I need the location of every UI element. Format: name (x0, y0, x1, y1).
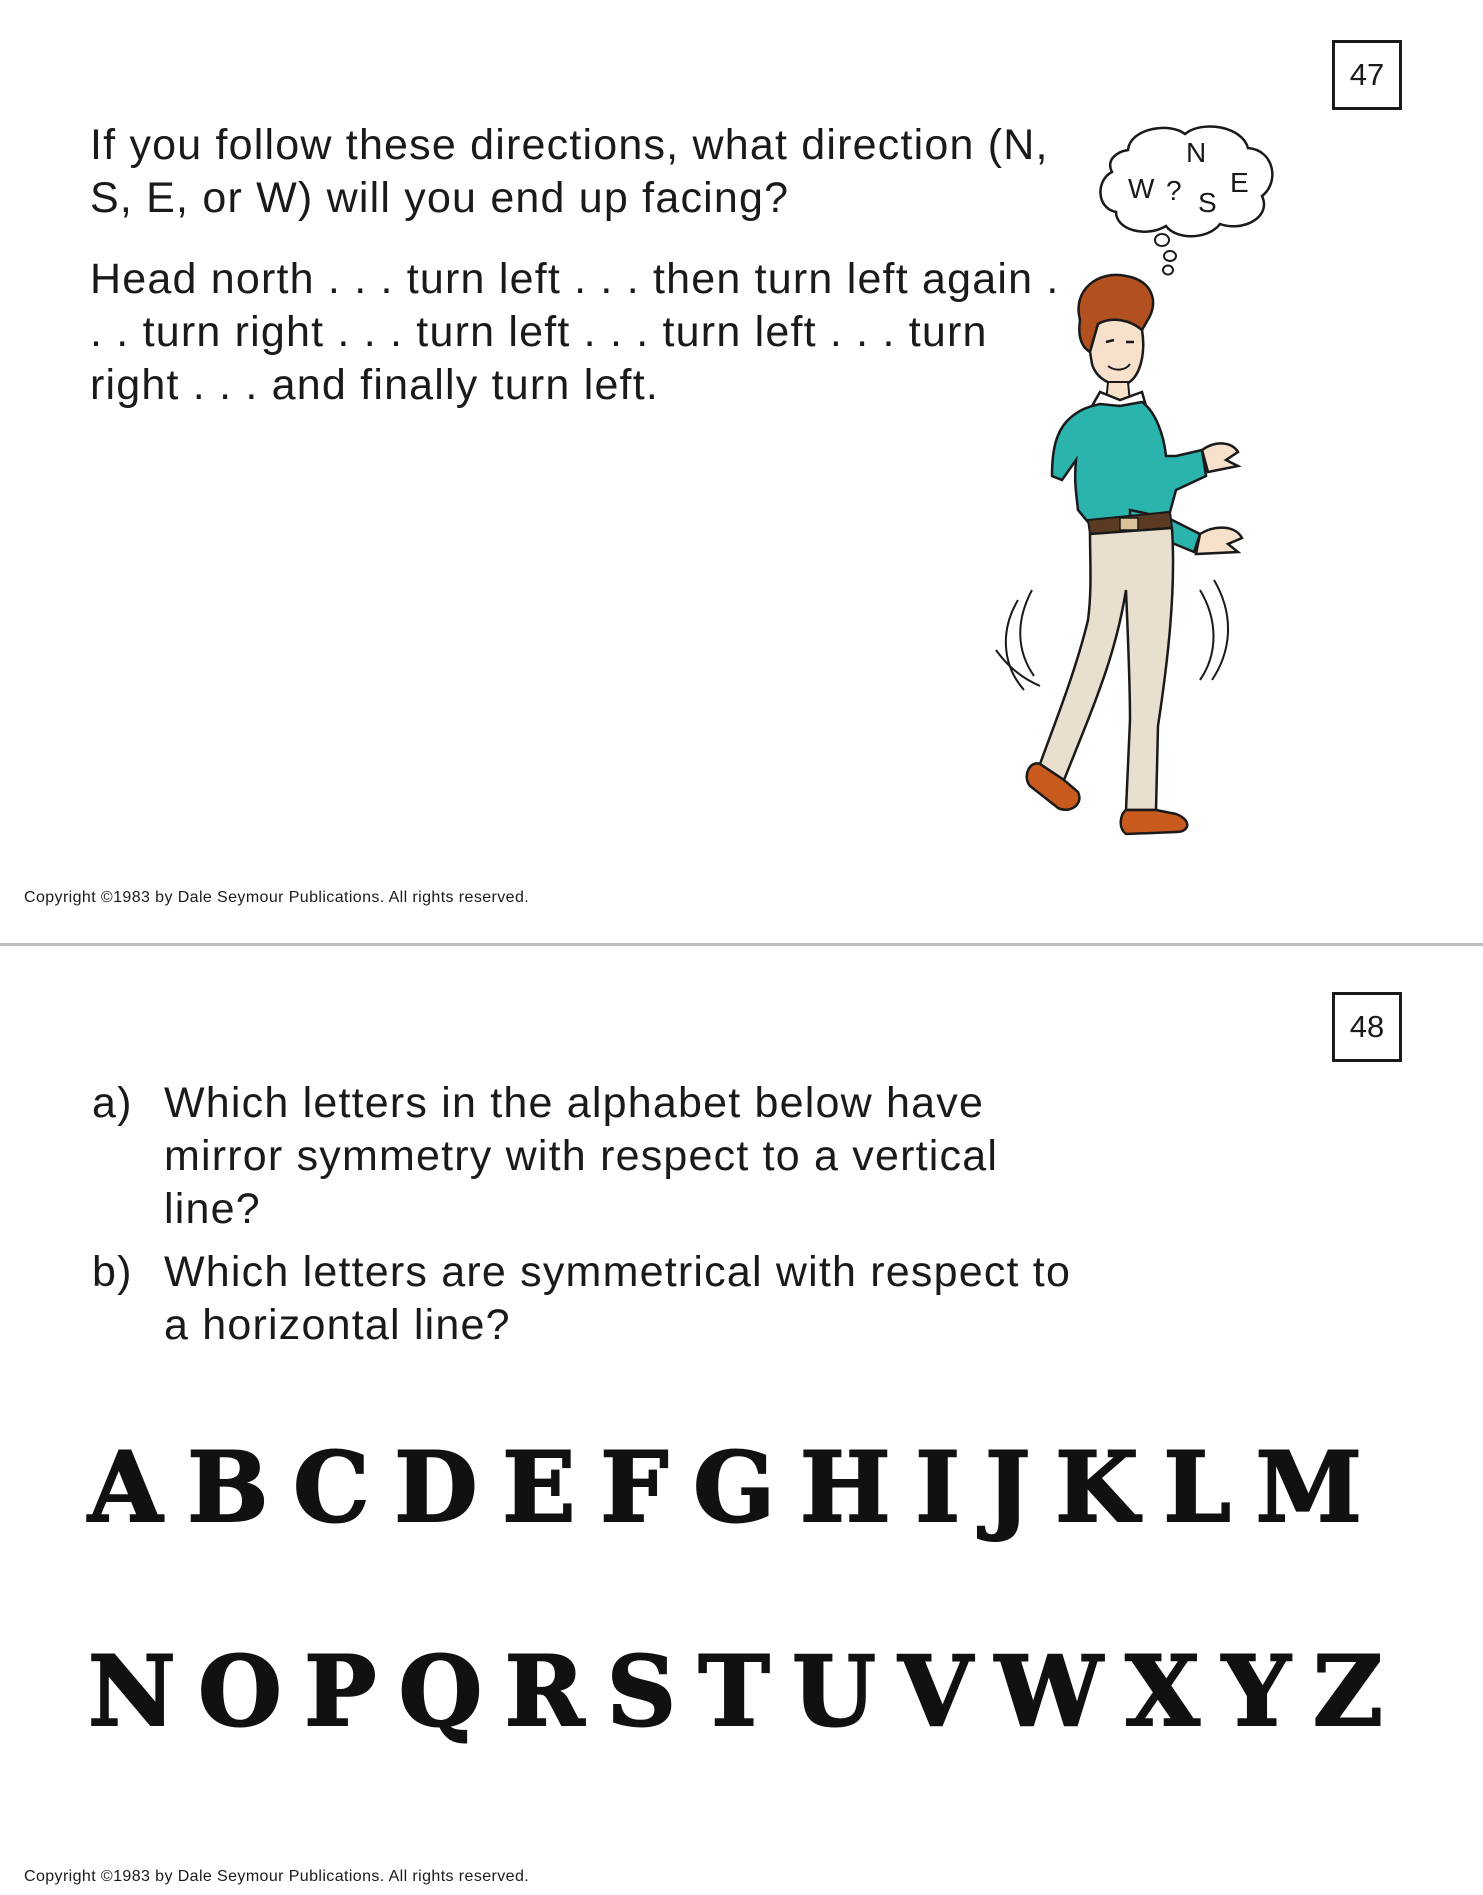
letter: K (1055, 1430, 1139, 1544)
letter: J (984, 1430, 1031, 1544)
letter: U (792, 1634, 876, 1748)
question-text: Which letters in the alphabet below have mirror symmetry with respect to a vertical line? (164, 1079, 999, 1233)
letter: R (504, 1634, 585, 1748)
alphabet-row-a-m (88, 1432, 1362, 1542)
bubble-letter-w: W (1128, 173, 1155, 204)
letter: P (304, 1634, 377, 1748)
letter: H (799, 1430, 891, 1544)
letter: Y (1222, 1634, 1291, 1748)
letter: F (600, 1430, 669, 1544)
card-number: 48 (1332, 992, 1402, 1062)
letter: Z (1312, 1634, 1383, 1748)
letter: B (187, 1430, 269, 1544)
directions-text: Head north . . . turn left . . . then turn left again . . . turn right . . . turn left . . . turn left . . . turn right . . . and finally turn left. (90, 255, 1060, 409)
letter: V (898, 1634, 973, 1748)
letter: Q (398, 1634, 483, 1748)
question-text: If you follow these directions, what direction (N, S, E, or W) will you end up facing? (90, 121, 1049, 222)
letter: L (1163, 1430, 1231, 1544)
card-number: 47 (1332, 40, 1402, 110)
bubble-letter-e: E (1230, 167, 1249, 198)
question-label: b) (92, 1248, 133, 1296)
bubble-question-mark: ? (1166, 175, 1182, 206)
compass-thought-bubble (1100, 126, 1272, 274)
question-text: Which letters are symmetrical with respect to a horizontal line? (164, 1248, 1072, 1349)
letter: C (293, 1430, 370, 1544)
copyright-text: Copyright ©1983 by Dale Seymour Publications. All rights reserved. (24, 1868, 530, 1885)
letter: G (693, 1430, 776, 1544)
letter: X (1125, 1634, 1200, 1748)
bubble-letter-n: N (1186, 137, 1207, 168)
letter: I (915, 1430, 961, 1544)
card-48 (0, 946, 1483, 1895)
thinking-boy-illustration (980, 120, 1310, 860)
letter: N (88, 1634, 176, 1748)
card-47 (0, 0, 1483, 943)
letter: M (1255, 1430, 1362, 1544)
question-item-a (92, 1077, 1092, 1236)
letter: S (606, 1634, 677, 1748)
letter: A (88, 1430, 163, 1544)
letter: O (198, 1634, 282, 1748)
letter: E (502, 1430, 576, 1544)
copyright-text: Copyright ©1983 by Dale Seymour Publications. All rights reserved. (24, 889, 530, 906)
letter: D (394, 1430, 478, 1544)
question-label: a) (92, 1079, 133, 1127)
bubble-letter-s: S (1198, 187, 1217, 218)
letter: T (698, 1634, 770, 1748)
question-item-b (92, 1246, 1092, 1352)
alphabet-row-n-z (88, 1636, 1383, 1746)
letter: W (995, 1634, 1103, 1748)
